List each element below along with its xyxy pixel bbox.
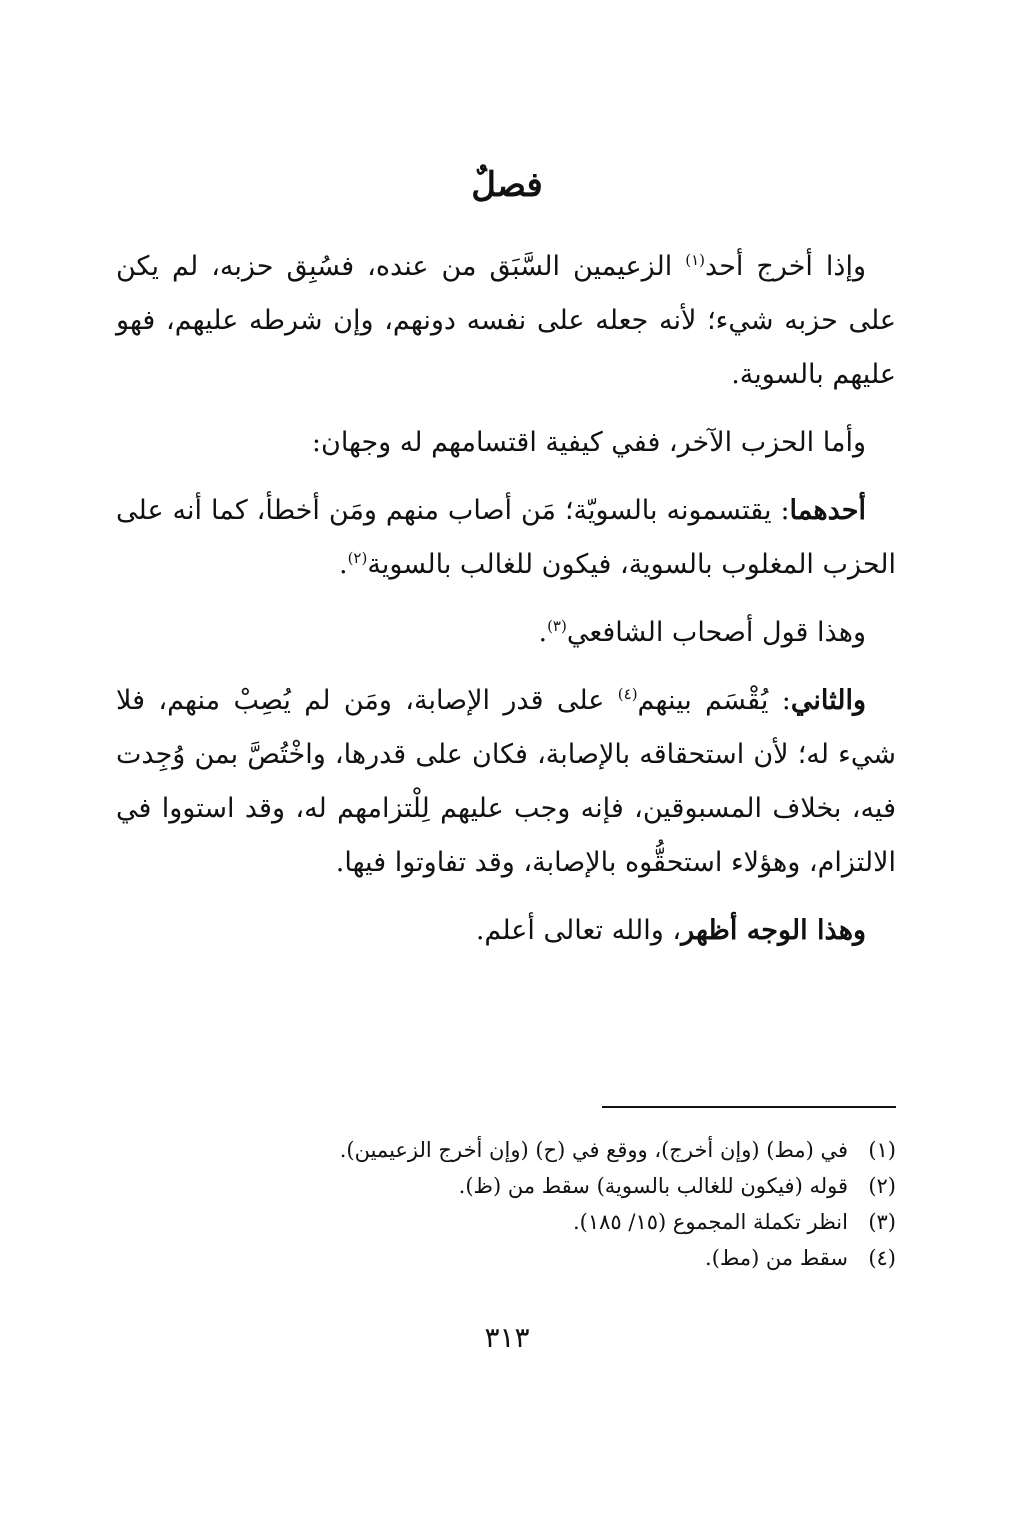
paragraph-text: على قدر الإصابة، ومَن لم يُصِبْ منهم، فلا شيء له؛ لأن استحقاقه بالإصابة، فكان على قدرها، واخْتُصَّ بمن وُجِدت فيه، بخلاف المسبوقين، فإنه وجب عليهم لِلْتزامهم له، وقد استووا في الالتزام، وهؤلاء استحقُّوه بالإصابة، وقد تفاوتوا فيها.	[116, 685, 896, 878]
footnote-number: (٤)	[868, 1246, 896, 1270]
paragraph	[116, 674, 896, 890]
footnote-marker: (٤)	[617, 685, 638, 703]
paragraph	[116, 606, 896, 660]
paragraph-text: .	[538, 617, 548, 648]
paragraph-text: وإذا أخرج أحد	[705, 251, 866, 282]
body-text	[116, 240, 896, 958]
footnote-marker: (٣)	[547, 617, 567, 635]
paragraph	[116, 240, 896, 402]
footnote-marker: (٢)	[347, 549, 368, 567]
footnote-text: قوله (فيكون للغالب بالسوية) سقط من (ظ).	[458, 1174, 848, 1198]
paragraph-text: : يقتسمونه بالسويّة؛ مَن أصاب منهم ومَن أخطأ، كما أنه على الحزب المغلوب بالسوية، فيكون للغالب بالسوية	[116, 495, 896, 580]
footnote	[116, 1168, 896, 1204]
paragraph-text: : يُقْسَم بينهم	[637, 685, 791, 716]
footnote	[116, 1204, 896, 1240]
footnote-text: في (مط) (وإن أخرج)، ووقع في (ح) (وإن أخرج الزعيمين).	[339, 1138, 848, 1162]
footnote-number: (١)	[868, 1138, 896, 1162]
paragraph	[116, 484, 896, 592]
footnote-number: (٣)	[868, 1210, 896, 1234]
paragraph	[116, 416, 896, 470]
paragraph	[116, 904, 896, 958]
section-title: فصلٌ	[471, 165, 543, 205]
footnote-text: انظر تكملة المجموع (١٥/ ١٨٥).	[572, 1210, 848, 1234]
paragraph-text: الزعيمين السَّبَق من عنده، فسُبِق حزبه، لم يكن على حزبه شيء؛ لأنه جعله على نفسه دونهم، وإن شرطه عليهم، فهو عليهم بالسوية.	[116, 251, 896, 390]
paragraph-text: وأما الحزب الآخر، ففي كيفية اقتسامهم له وجهان:	[311, 427, 866, 458]
paragraph-lead: أحدهما	[789, 495, 866, 526]
footnote-separator	[602, 1106, 896, 1108]
paragraph-lead: والثاني	[790, 685, 866, 716]
footnotes	[116, 1132, 896, 1276]
footnote-text: سقط من (مط).	[705, 1246, 848, 1270]
footnote-number: (٢)	[868, 1174, 896, 1198]
page-number: ٣١٣	[484, 1321, 530, 1354]
paragraph-text: .	[338, 549, 348, 580]
footnote-marker: (١)	[685, 251, 706, 269]
footnote	[116, 1132, 896, 1168]
paragraph-lead: وهذا الوجه أظهر	[681, 915, 866, 946]
paragraph-text: ، والله تعالى أعلم.	[475, 915, 682, 946]
paragraph-text: وهذا قول أصحاب الشافعي	[566, 617, 866, 648]
footnote	[116, 1240, 896, 1276]
